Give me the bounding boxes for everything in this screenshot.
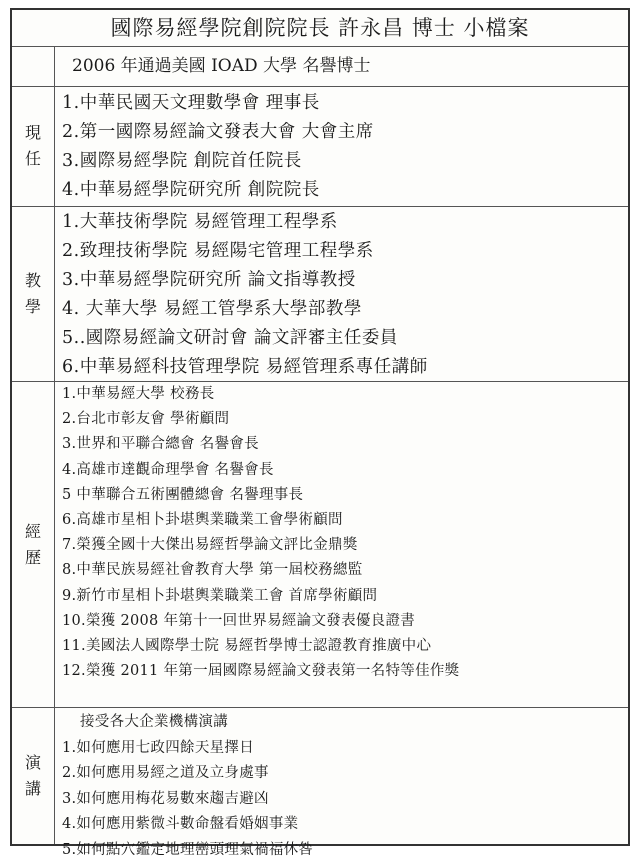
list-item: 6.中華易經科技管理學院 易經管理系專任講師 bbox=[62, 353, 622, 382]
list-item: 11.美國法人國際學士院 易經哲學博士認證教育推廣中心 bbox=[62, 634, 622, 659]
honorary-doctorate-row bbox=[12, 46, 628, 87]
list-item: 2.台北市彰友會 學術顧問 bbox=[62, 407, 622, 432]
list-item: 12.榮獲 2011 年第一屆國際易經論文發表第一名特等佳作獎 bbox=[62, 659, 622, 684]
honorary-doctorate-text: 2006 年通過美國 IOAD 大學 名譽博士 bbox=[72, 46, 370, 86]
section-experience bbox=[12, 382, 628, 708]
item-list bbox=[62, 208, 622, 382]
list-item: 3.如何應用梅花易數來趨吉避凶 bbox=[62, 787, 622, 813]
section-current-positions bbox=[12, 86, 628, 207]
list-item: 8.中華民族易經社會教育大學 第一屆校務總監 bbox=[62, 558, 622, 583]
list-item: 4.如何應用紫微斗數命盤看婚姻事業 bbox=[62, 812, 622, 838]
list-item: 5..國際易經論文研討會 論文評審主任委員 bbox=[62, 324, 622, 353]
section-teaching bbox=[12, 207, 628, 382]
list-item: 1.中華民國天文理數學會 理事長 bbox=[62, 89, 622, 118]
list-item: 4. 大華大學 易經工管學系大學部教學 bbox=[62, 295, 622, 324]
list-item: 2.如何應用易經之道及立身處事 bbox=[62, 761, 622, 787]
list-item: 3.世界和平聯合總會 名譽會長 bbox=[62, 432, 622, 457]
item-list bbox=[62, 89, 622, 205]
speech-heading: 接受各大企業機構演講 bbox=[62, 710, 622, 736]
section-label: 現 任 bbox=[12, 86, 54, 206]
list-item: 1.中華易經大學 校務長 bbox=[62, 382, 622, 407]
list-item: 6.高雄市星相卜卦堪輿業職業工會學術顧問 bbox=[62, 508, 622, 533]
list-item: 1.如何應用七政四餘天星擇日 bbox=[62, 736, 622, 762]
item-list bbox=[62, 382, 622, 684]
section-speeches bbox=[12, 708, 628, 844]
list-item: 3.國際易經學院 創院首任院長 bbox=[62, 147, 622, 176]
list-item: 5.如何點穴鑑定地理巒頭理氣禍福休咎 bbox=[62, 838, 622, 863]
list-item: 2.第一國際易經論文發表大會 大會主席 bbox=[62, 118, 622, 147]
list-item: 10.榮獲 2008 年第十一回世界易經論文發表優良證書 bbox=[62, 609, 622, 634]
profile-sheet bbox=[10, 8, 630, 846]
list-item: 4.高雄市達觀命理學會 名譽會長 bbox=[62, 458, 622, 483]
section-label: 演 講 bbox=[12, 708, 54, 844]
list-item: 2.致理技術學院 易經陽宅管理工程學系 bbox=[62, 237, 622, 266]
list-item: 5 中華聯合五術團體總會 名譽理事長 bbox=[62, 483, 622, 508]
section-label: 經 歷 bbox=[12, 382, 54, 707]
list-item: 9.新竹市星相卜卦堪輿業職業工會 首席學術顧問 bbox=[62, 584, 622, 609]
section-label: 教 學 bbox=[12, 207, 54, 381]
list-item: 3.中華易經學院研究所 論文指導教授 bbox=[62, 266, 622, 295]
list-item: 7.榮獲全國十大傑出易經哲學論文評比金鼎獎 bbox=[62, 533, 622, 558]
document-title: 國際易經學院創院院長 許永昌 博士 小檔案 bbox=[12, 10, 628, 47]
item-list bbox=[62, 710, 622, 863]
list-item: 4.中華易經學院研究所 創院院長 bbox=[62, 176, 622, 205]
list-item: 1.大華技術學院 易經管理工程學系 bbox=[62, 208, 622, 237]
